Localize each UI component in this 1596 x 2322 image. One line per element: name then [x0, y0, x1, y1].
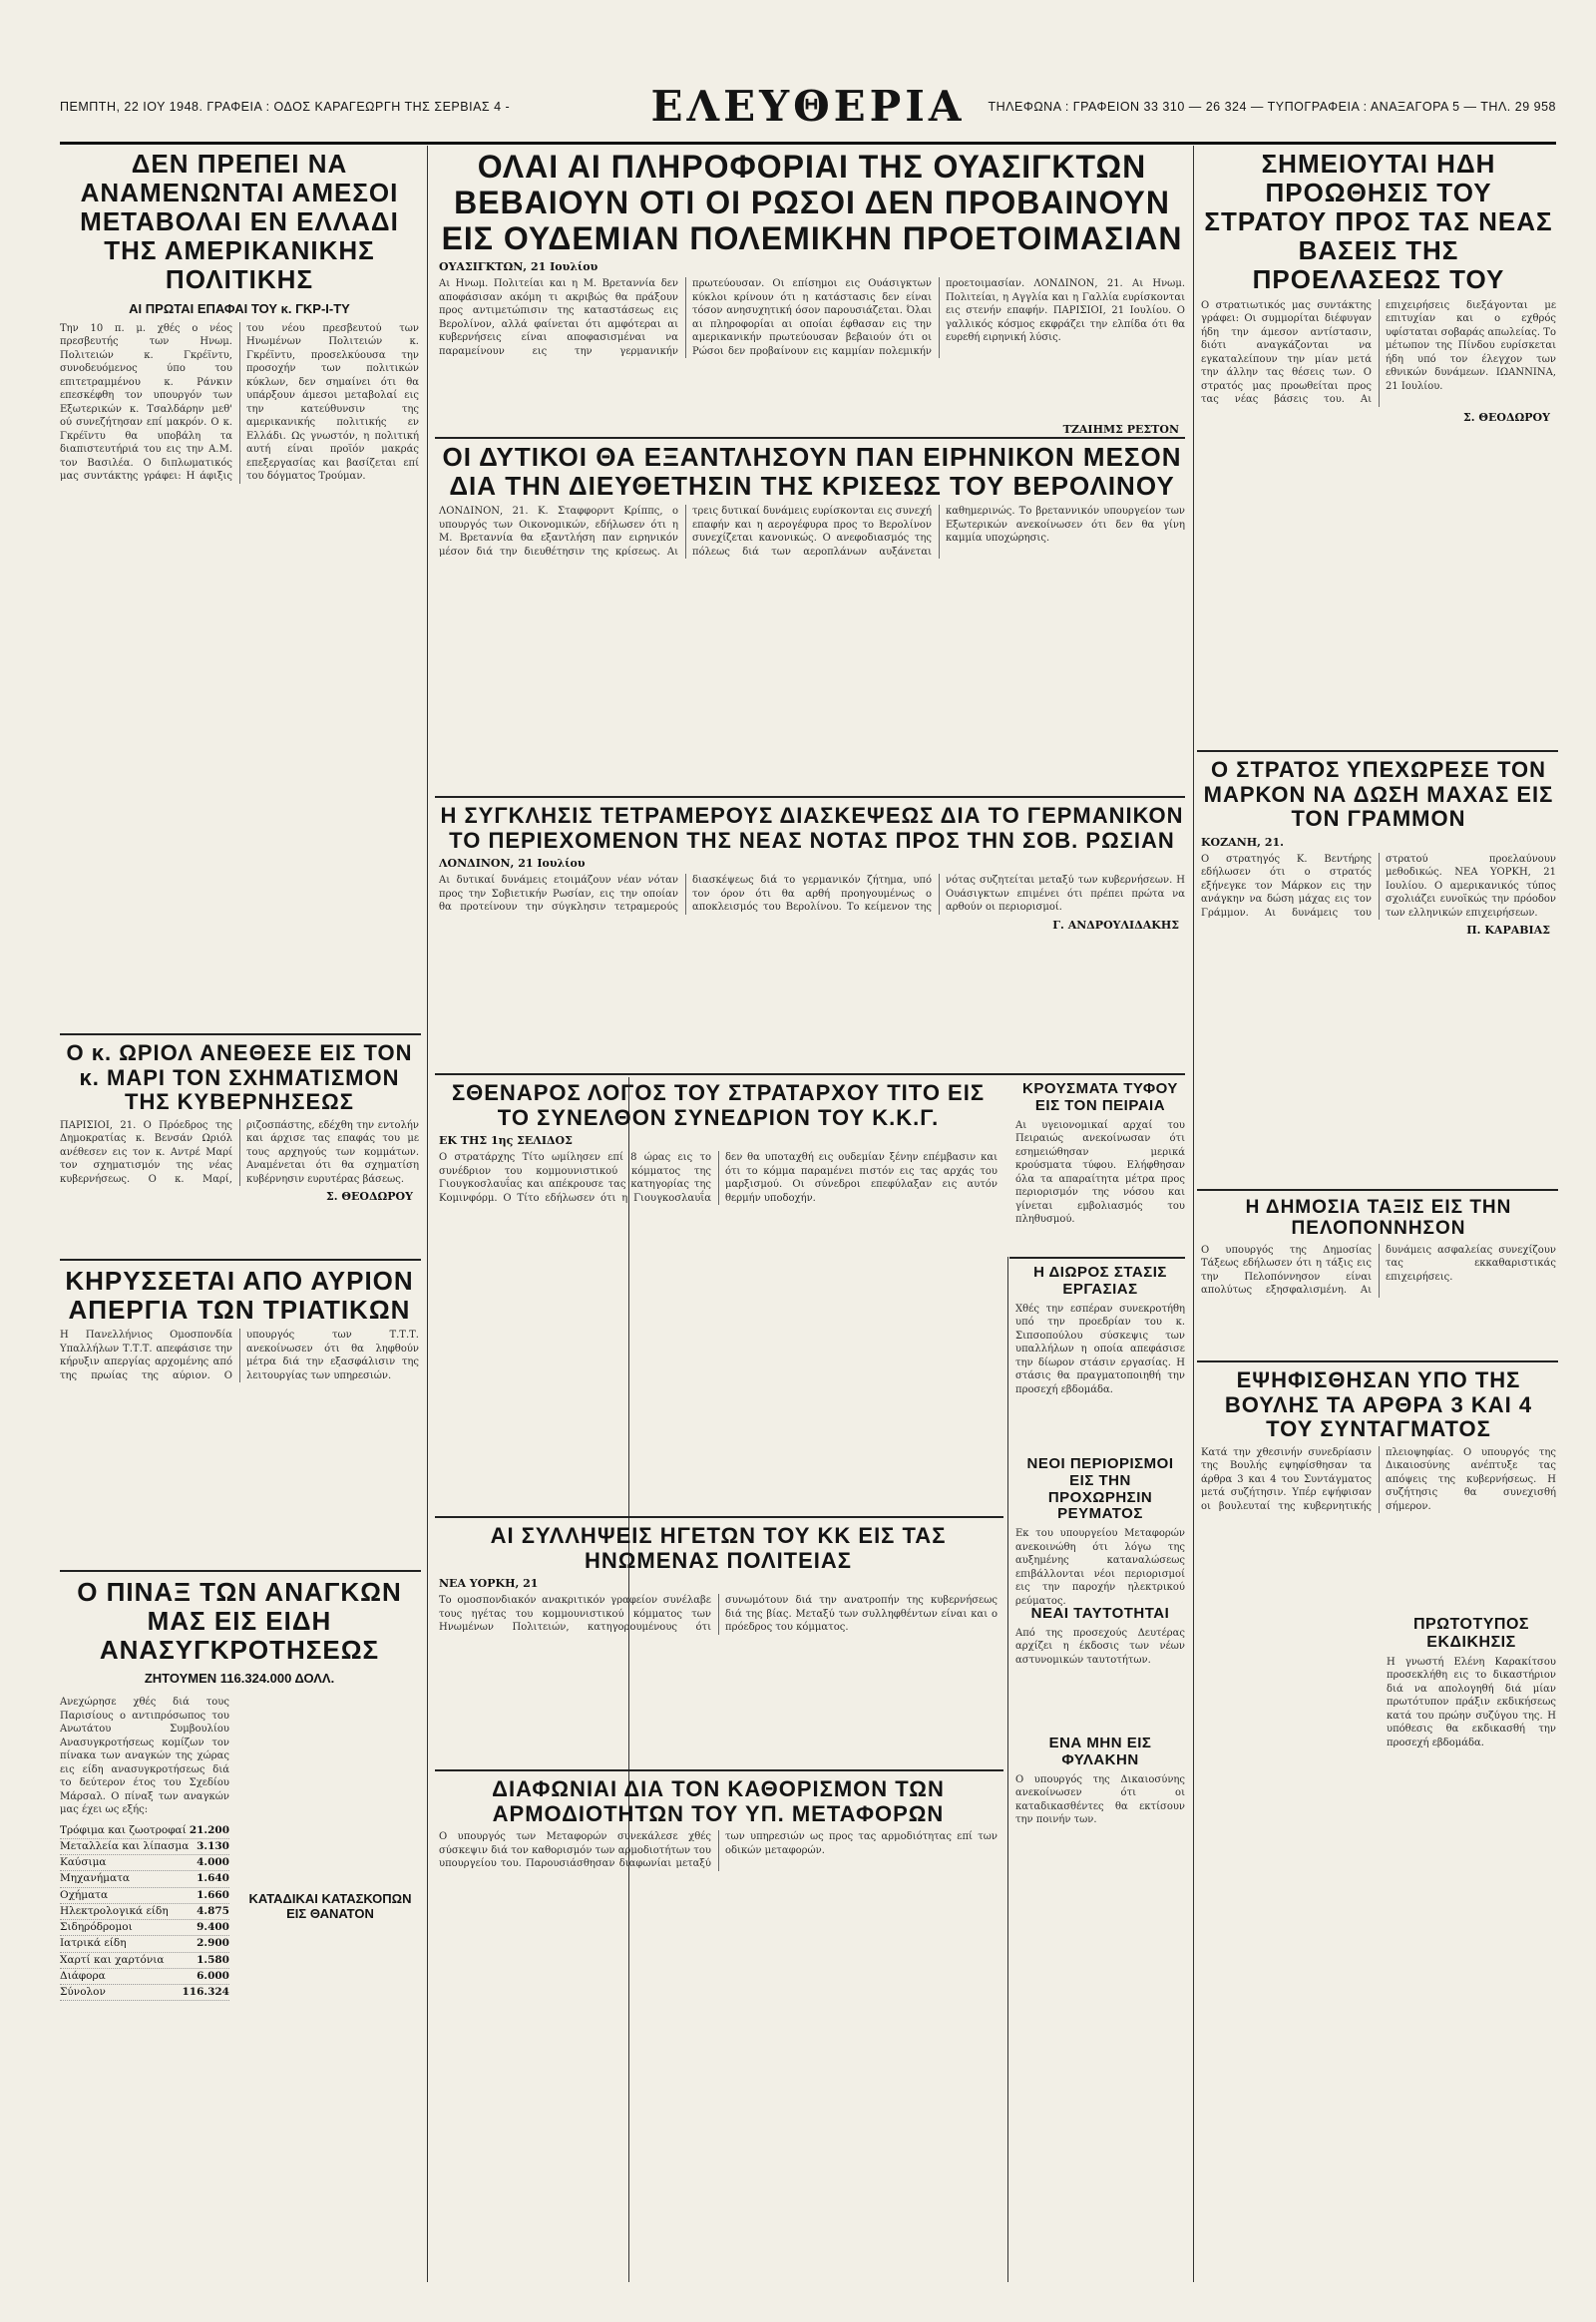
masthead-phones: ΤΗΛΕΦΩΝΑ : ΓΡΑΦΕΙΟΝ 33 310 — 26 324 — ΤΥΠΟΓΡΑΦΕΙΑ : ΑΝΑΞΑΓΟΡΑ 5 — ΤΗΛ. 29 958	[988, 100, 1556, 114]
needs-amount: 21.200	[189, 1823, 229, 1836]
article-headline: Ο ΠΙΝΑΞ ΤΩΝ ΑΝΑΓΚΩΝ ΜΑΣ ΕΙΣ ΕΙΔΗ ΑΝΑΣΥΓΚΡΟΤΗΣΕΩΣ	[77, 1577, 402, 1666]
article-typhoid	[1015, 1081, 1185, 1251]
needs-amount: 3.130	[197, 1840, 229, 1853]
article-headline: ΝΕΟΙ ΠΕΡΙΟΡΙΣΜΟΙ ΕΙΣ ΤΗΝ ΠΡΟΧΩΡΗΣΙΝ ΡΕΥΜΑΤΟΣ	[1026, 1455, 1174, 1523]
article-headline: Η ΣΥΓΚΛΗΣΙΣ ΤΕΤΡΑΜΕΡΟΥΣ ΔΙΑΣΚΕΨΕΩΣ ΔΙΑ ΤΟ ΓΕΡΜΑΝΙΚΟΝ ΤΟ ΠΕΡΙΕΧΟΜΕΝΟΝ ΤΗΣ ΝΕΑΣ ΝΟΤΑΣ ΠΡΟΣ ΤΗΝ ΣΟΒ. ΡΩΣΙΑΝ	[440, 803, 1184, 853]
article-headline: ΣΗΜΕΙΟΥΤΑΙ ΗΔΗ ΠΡΟΩΘΗΣΙΣ ΤΟΥ ΣΤΡΑΤΟΥ ΠΡΟΣ ΤΑΣ ΝΕΑΣ ΒΑΣΕΙΣ ΤΗΣ ΠΡΟΕΛΑΣΕΩΣ ΤΟΥ	[1204, 149, 1553, 295]
article-headline: Η ΔΙΩΡΟΣ ΣΤΑΣΙΣ ΕΡΓΑΣΙΑΣ	[1033, 1264, 1167, 1298]
article-identity	[1015, 1606, 1185, 1726]
article-headline: ΝΕΑΙ ΤΑΥΤΟΤΗΤΑΙ	[1030, 1605, 1170, 1622]
article-us-policy	[60, 150, 419, 1027]
needs-table-row	[60, 1823, 229, 1839]
article-mari	[60, 1041, 419, 1255]
article-jail	[1015, 1736, 1185, 1875]
article-body: Την 10 π. μ. χθές ο νέος πρεσβευτής των Ηνωμ. Πολιτειών κ. Γκρέϊντυ, συνοδευόμενος ύπο του επιτετραμμένου κ. Ράνκιν επεσκέφθη τον υπουργόν των Εξωτερικών κ. Τσαλδάρην μεθ' ού συνεζήτησαν επί μακρόν. Ο κ. Γκρέϊντυ θα υποβάλη τα διαπιστευτήριά του εις την Α.Μ. τον Βασιλέα. Ο διπλωματικός μας συντάκτης γράφει: Η άφιξις του νέου πρεσβευτού των Ηνωμένων Πολιτειών κ. Γκρέϊντυ, προσελκύουσα την προσοχήν των πολιτικών κύκλων, δεν σημαίνει ότι θα υπάρξουν άμεσοι μεταβολαί εις την κατεύθυνσιν της αμερικανικής πολιτικής εν Ελλάδι. Ως γνωστόν, η πολιτική αυτή είναι προϊόν μακράς επεξεργασίας και βασίζεται επί του δόγματος Τρούμαν.	[60, 322, 419, 483]
needs-amount: 1.640	[197, 1872, 229, 1885]
article-body: Χθές την εσπέραν συνεκροτήθη υπό την προεδρίαν του κ. Σιπσοπούλου σύσκεψις των υπαλλήλων η οποία απεφάσισε την δίωρον στάσιν εργασίας. Η στάσις θα πραγματοποιηθή την προσεχή εβδομάδα.	[1015, 1303, 1185, 1395]
article-berlin	[439, 443, 1185, 792]
needs-item: Μεταλλεία και λίπασμα	[60, 1840, 190, 1853]
article-body: ΛΟΝΔΙΝΟΝ, 21. Κ. Σταφφορντ Κρίππς, ο υπουργός των Οικονομικών, εδήλωσεν ότι η Μ. Βρεταννία θα εξαντλήση παν ειρηνικόν μέσον διά την διευθέτησιν της κρίσεως. Αι τρεις δυτικαί δυνάμεις ευρίσκονται εις συνεχή επαφήν και η αερογέφυρα προς το Βερολίνον συνεχίζεται κανονικώς. Ο ανεφοδιασμός της πόλεως διά των αεροπλάνων αυξάνεται καθημερινώς. Το βρεταννικόν υπουργείον των Εξωτερικών ανεκοίνωσεν ότι δεν θα γίνη καμμία υποχώρησις.	[439, 506, 1185, 558]
article-revenge	[1387, 1616, 1556, 2274]
article-transport	[439, 1777, 998, 2276]
article-army-advance	[1201, 150, 1556, 748]
article-headline: Ο ΣΤΡΑΤΟΣ ΥΠΕΧΩΡΕΣΕ ΤΟΝ ΜΑΡΚΟΝ ΝΑ ΔΩΣΗ ΜΑΧΑΣ ΕΙΣ ΤΟΝ ΓΡΑΜΜΟΝ	[1203, 757, 1554, 832]
article-peloponnese	[1201, 1197, 1556, 1356]
article-headline: ΣΘΕΝΑΡΟΣ ΛΟΓΟΣ ΤΟΥ ΣΤΡΑΤΑΡΧΟΥ ΤΙΤΟ ΕΙΣ ΤΟ ΣΥΝΕΛΘΟΝ ΣΥΝΕΔΡΙΟΝ ΤΟΥ Κ.Κ.Γ.	[451, 1080, 986, 1130]
needs-table-row	[60, 1904, 229, 1920]
needs-amount: 2.900	[197, 1937, 229, 1950]
section-rule	[60, 1033, 421, 1035]
needs-amount: 1.660	[197, 1888, 229, 1901]
needs-item: Μηχανήματα	[60, 1872, 130, 1885]
article-body: Αι υγειονομικαί αρχαί του Πειραιώς ανεκοίνωσαν ότι εσημειώθησαν μερικά κρούσματα τύφου. Ελήφθησαν όλα τα απαραίτητα μέτρα προς περιορισμόν της νόσου και γίνεται εμβολιασμός του πληθυσμού.	[1015, 1119, 1185, 1226]
needs-amount: 1.580	[197, 1953, 229, 1966]
article-body: Κατά την χθεσινήν συνεδρίασιν της Βουλής εψηφίσθησαν τα άρθρα 3 και 4 του Συντάγματος μετά συζήτησιν. Υπέρ εψήφισαν οι βουλευταί της κυβερνητικής πλειοψηφίας. Ο υπουργός της Δικαιοσύνης ανέπτυξε τας απόψεις της κυβερνήσεως. Η συζήτησις θα συνεχισθή σήμερον.	[1201, 1446, 1556, 1512]
column-divider	[427, 146, 428, 2282]
needs-table-row	[60, 1985, 229, 2001]
article-tito	[439, 1081, 998, 1510]
article-headline: ΟΙ ΔΥΤΙΚΟΙ ΘΑ ΕΞΑΝΤΛΗΣΟΥΝ ΠΑΝ ΕΙΡΗΝΙΚΟΝ ΜΕΣΟΝ ΔΙΑ ΤΗΝ ΔΙΕΥΘΕΤΗΣΙΝ ΤΗΣ ΚΡΙΣΕΩΣ ΤΟΥ ΒΕΡΟΛΙΝΟΥ	[442, 442, 1182, 502]
needs-item: Καύσιμα	[60, 1856, 107, 1869]
needs-table-row	[60, 1953, 229, 1969]
needs-table-row	[60, 1871, 229, 1887]
article-body: Ο υπουργός της Δημοσίας Τάξεως εδήλωσεν ότι η τάξις εις την Πελοπόννησον είναι απολύτως εξησφαλισμένη. Αι δυνάμεις ασφαλείας συνεχίζουν τας εκκαθαριστικάς επιχειρήσεις.	[1201, 1244, 1556, 1297]
section-rule	[435, 1073, 1185, 1075]
section-rule	[1197, 1189, 1558, 1191]
needs-table-row	[60, 1920, 229, 1936]
needs-item: Σύνολον	[60, 1986, 106, 1999]
article-headline: ΠΡΩΤΟΤΥΠΟΣ ΕΚΔΙΚΗΣΙΣ	[1412, 1616, 1530, 1651]
article-body: Ανεχώρησε χθές διά τους Παρισίους ο αντιπρόσωπος του Ανωτάτου Συμβουλίου Ανασυγκροτήσεως κομίζων τον πίνακα των αναγκών της χώρας εις είδη ανασυγκροτήσεως διά το δεύτερον έτος του Σχεδίου Μάρσαλ. Ο πίναξ των αναγκών μας έχει ως εξής:	[60, 1697, 229, 1816]
section-rule	[435, 437, 1185, 439]
article-ussr-note	[439, 804, 1185, 1073]
needs-amount: 9.400	[197, 1921, 229, 1934]
column-divider	[1193, 146, 1194, 2282]
article-dateline: ΟΥΑΣΙΓΚΤΩΝ, 21 Ιουλίου	[439, 260, 598, 274]
article-washington	[439, 150, 1185, 419]
article-body: Ο στρατηγός Κ. Βεντήρης εδήλωσεν ότι ο στρατός εξήνεγκε τον Μάρκον εις την ανάγκην να δώση μάχας εις τον Γράμμον. Αι δυνάμεις του στρατού προελαύνουν μεθοδικώς. ΝΕΑ ΥΟΡΚΗ, 21 Ιουλίου. Ο αμερικανικός τύπος σχολιάζει ευνοϊκώς την πρόοδον των ελληνικών επιχειρήσεων.	[1201, 853, 1556, 919]
needs-item: Ιατρικά είδη	[60, 1937, 127, 1950]
article-subhead: ΚΑΤΑΔΙΚΑΙ ΚΑΤΑΣΚΟΠΩΝ ΕΙΣ ΘΑΝΑΤΟΝ	[248, 1891, 412, 1922]
section-rule	[435, 1769, 1003, 1771]
washington-byline-row	[439, 419, 1185, 435]
needs-item: Διάφορα	[60, 1969, 106, 1982]
article-arrests	[439, 1524, 998, 1763]
article-needs	[60, 1578, 419, 2276]
needs-table-row	[60, 1936, 229, 1952]
newspaper-title: ΕΛΕΥΘΕΡΙΑ	[650, 82, 966, 131]
article-strike-day	[1015, 1265, 1185, 1444]
article-mark	[1201, 758, 1556, 1187]
needs-item: Σιδηρόδρομοι	[60, 1921, 133, 1934]
article-byline: Γ. ΑΝΔΡΟΥΛΙΔΑΚΗΣ	[1052, 918, 1179, 932]
needs-amount: 4.000	[197, 1856, 229, 1869]
article-headline: Ο κ. ΩΡΙΟΛ ΑΝΕΘΕΣΕ ΕΙΣ ΤΟΝ κ. ΜΑΡΙ ΤΟΝ ΣΧΗΜΑΤΙΣΜΟΝ ΤΗΣ ΚΥΒΕΡΝΗΣΕΩΣ	[66, 1040, 413, 1115]
article-byline: Σ. ΘΕΟΔΩΡΟΥ	[1462, 410, 1550, 424]
article-body: Εκ του υπουργείου Μεταφορών ανεκοινώθη ότι λόγω της αυξημένης καταναλώσεως επιβάλλονται νέοι περιορισμοί εις την παροχήν ηλεκτρικού ρεύματος.	[1015, 1528, 1185, 1607]
article-body: Η γνωστή Ελένη Καρακίτσου προσεκλήθη εις το δικαστήριον διά να απολογηθή διά μίαν πρωτότυπον πράξιν εκδικήσεως κατά του πρώην συζύγου της. Η υπόθεσις θα εκδικασθή την προσεχή εβδομάδα.	[1387, 1656, 1556, 1748]
article-body: Ο στρατάρχης Τίτο ωμίλησεν επί 8 ώρας εις το συνέδριον του κομμουνιστικού κόμματος της Γιουγκοσλαυΐας και απέκρουσε τας κατηγορίας της Κομινφόρμ. Ο Τίτο εδήλωσεν ότι η Γιουγκοσλαυΐα δεν θα υποταχθή εις ουδεμίαν ξένην επέμβασιν και ότι το κόμμα παραμένει πιστόν εις τας αρχάς του μαρξισμού. Οι σύνεδροι επεφύλαξαν εις αυτόν θερμήν υποδοχήν.	[439, 1152, 998, 1204]
section-rule	[60, 1259, 421, 1261]
article-subhead: ΑΙ ΠΡΩΤΑΙ ΕΠΑΦΑΙ ΤΟΥ κ. ΓΚΡ-Ι-ΤΥ	[129, 300, 350, 316]
article-byline: Σ. ΘΕΟΔΩΡΟΥ	[325, 1190, 413, 1204]
article-dateline: ΕΚ ΤΗΣ 1ης ΣΕΛΙΔΟΣ	[439, 1134, 573, 1148]
article-headline: ΚΗΡΥΣΣΕΤΑΙ ΑΠΟ ΑΥΡΙΟΝ ΑΠΕΡΓΙΑ ΤΩΝ ΤΡΙΑΤΙΚΩΝ	[65, 1266, 414, 1326]
needs-table-row	[60, 1839, 229, 1855]
needs-table	[60, 1823, 229, 2001]
section-rule	[1197, 750, 1558, 752]
needs-table-row	[60, 1888, 229, 1904]
article-headline: ΕΨΗΦΙΣΘΗΣΑΝ ΥΠΟ ΤΗΣ ΒΟΥΛΗΣ ΤΑ ΑΡΘΡΑ 3 ΚΑΙ 4 ΤΟΥ ΣΥΝΤΑΓΜΑΤΟΣ	[1224, 1367, 1533, 1442]
article-byline: Π. ΚΑΡΑΒΙΑΣ	[1466, 924, 1550, 938]
article-body: ΠΑΡΙΣΙΟΙ, 21. Ο Πρόεδρος της Δημοκρατίας κ. Βενσάν Ωριόλ ανέθεσεν εις τον κ. Αντρέ Μαρί τον σχηματισμόν της νέας κυβερνήσεως. Ο κ. Μαρί, ριζοσπάστης, εδέχθη την εντολήν και άρχισε τας επαφάς του με τους αρχηγούς των κομμάτων. Αναμένεται ότι θα σχηματίση κυβέρνησιν ευρυτέρας βάσεως.	[60, 1119, 419, 1185]
section-rule	[435, 796, 1185, 798]
needs-item: Τρόφιμα και ζωοτροφαί	[60, 1823, 187, 1836]
section-rule	[1009, 1257, 1185, 1259]
needs-item: Οχήματα	[60, 1888, 109, 1901]
article-body: Το ομοσπονδιακόν ανακριτικόν γραφείον συνέλαβε τους ηγέτας του κομμουνιστικού κόμματος των Ηνωμένων Πολιτειών, κατηγορουμένους ότι συνωμότουν διά την ανατροπήν της κυβερνήσεως διά της βίας. Μεταξύ των συλληφθέντων είναι και ο πρόεδρος του κόμματος.	[439, 1595, 998, 1634]
article-headline: ΔΙΑΦΩΝΙΑΙ ΔΙΑ ΤΟΝ ΚΑΘΟΡΙΣΜΟΝ ΤΩΝ ΑΡΜΟΔΙΟΤΗΤΩΝ ΤΟΥ ΥΠ. ΜΕΤΑΦΟΡΩΝ	[492, 1776, 945, 1826]
section-rule	[1197, 1360, 1558, 1362]
article-headline: ΔΕΝ ΠΡΕΠΕΙ ΝΑ ΑΝΑΜΕΝΩΝΤΑΙ ΑΜΕΣΟΙ ΜΕΤΑΒΟΛΑΙ ΕΝ ΕΛΛΑΔΙ ΤΗΣ ΑΜΕΡΙΚΑΝΙΚΗΣ ΠΟΛΙΤΙΚΗΣ	[80, 149, 399, 295]
article-dateline: ΚΟΖΑΝΗ, 21.	[1201, 835, 1284, 849]
masthead	[60, 82, 1556, 145]
article-headline: ΟΛΑΙ ΑΙ ΠΛΗΡΟΦΟΡΙΑΙ ΤΗΣ ΟΥΑΣΙΓΚΤΩΝ ΒΕΒΑΙΟΥΝ ΟΤΙ ΟΙ ΡΩΣΟΙ ΔΕΝ ΠΡΟΒΑΙΝΟΥΝ ΕΙΣ ΟΥΔΕΜΙΑΝ ΠΟΛΕΜΙΚΗΝ ΠΡΟΕΤΟΙΜΑΣΙΑΝ	[441, 149, 1183, 256]
article-byline: ΤΖΑΙΗΜΣ ΡΕΣΤΟΝ	[1062, 423, 1179, 436]
article-body: Ο υπουργός της Δικαιοσύνης ανεκοίνωσεν ότι οι καταδικασθέντες θα εκτίσουν την ποινήν των.	[1015, 1773, 1185, 1826]
article-body: Αι δυτικαί δυνάμεις ετοιμάζουν νέαν νόταν προς την Σοβιετικήν Ρωσίαν, εις την οποίαν θα προτείνουν την σύγκλησιν τετραμερούς διασκέψεως διά το γερμανικόν ζήτημα, υπό τον όρον ότι θα αρθή προηγουμένως ο αποκλεισμός του Βερολίνου. Το κείμενον της νότας συζητείται μεταξύ των κυβερνήσεων. Η Ουάσιγκτων επιμένει ότι πρέπει πρώτα να αρθούν οι περιορισμοί.	[439, 875, 1185, 914]
needs-item: Ηλεκτρολογικά είδη	[60, 1904, 169, 1917]
article-strike	[60, 1267, 419, 1566]
masthead-date-address: ΠΕΜΠΤΗ, 22 ΙΟΥ 1948. ΓΡΑΦΕΙΑ : ΟΔΟΣ ΚΑΡΑΓΕΩΡΓΗ ΤΗΣ ΣΕΡΒΙΑΣ 4 -	[60, 100, 511, 114]
needs-item: Χαρτί και χαρτόνια	[60, 1953, 165, 1966]
section-rule	[60, 1570, 421, 1572]
article-body: Η Πανελλήνιος Ομοσπονδία Υπαλλήλων Τ.Τ.Τ. απεφάσισε την κήρυξιν απεργίας αρχομένης από της πρωίας της αύριον. Ο υπουργός των Τ.Τ.Τ. ανεκοίνωσεν ότι θα ληφθούν μέτρα διά την εξασφάλισιν της λειτουργίας των υπηρεσιών.	[60, 1330, 419, 1381]
article-headline: Η ΔΗΜΟΣΙΑ ΤΑΞΙΣ ΕΙΣ ΤΗΝ ΠΕΛΟΠΟΝΝΗΣΟΝ	[1245, 1197, 1512, 1240]
article-headline: ΑΙ ΣΥΛΛΗΨΕΙΣ ΗΓΕΤΩΝ ΤΟΥ ΚΚ ΕΙΣ ΤΑΣ ΗΝΩΜΕΝΑΣ ΠΟΛΙΤΕΙΑΣ	[490, 1523, 947, 1573]
needs-amount: 4.875	[197, 1904, 229, 1917]
article-headline: ΚΡΟΥΣΜΑΤΑ ΤΥΦΟΥ ΕΙΣ ΤΟΝ ΠΕΙΡΑΙΑ	[1022, 1080, 1178, 1114]
needs-amount: 6.000	[197, 1969, 229, 1982]
article-body: Ο υπουργός των Μεταφορών συνεκάλεσε χθές σύσκεψιν διά τον καθορισμόν των αρμοδιοτήτων του υπουργείου του. Παρουσιάσθησαν διαφωνίαι μεταξύ των υπηρεσιών ως προς τας αρμοδιότητας επί των οδικών μεταφορών.	[439, 1831, 998, 1870]
article-headline: ΕΝΑ ΜΗΝ ΕΙΣ ΦΥΛΑΚΗΝ	[1048, 1735, 1152, 1768]
column-divider	[1007, 1257, 1008, 2282]
section-rule	[435, 1516, 1003, 1518]
article-body: Από της προσεχούς Δευτέρας αρχίζει η έκδοσις των νέων αστυνομικών ταυτοτήτων.	[1015, 1627, 1185, 1666]
article-power-cuts	[1015, 1455, 1185, 1607]
needs-table-row	[60, 1855, 229, 1871]
article-subhead: ΖΗΤΟΥΜΕΝ 116.324.000 ΔΟΛΛ.	[144, 1671, 335, 1687]
article-body: Ο στρατιωτικός μας συντάκτης γράφει: Οι συμμορίται διέφυγαν ήδη την άμεσον αντίστασιν, διότι αναγκάζονται να εγκαταλείπουν την μίαν μετά την άλλην τας θέσεις των. Ο στρατός μας προωθείται προς τας νέας βάσεις του. Αι επιχειρήσεις διεξάγονται με επιτυχίαν και ο εχθρός υφίσταται σοβαράς απωλείας. Το μέτωπον της Πίνδου ευρίσκεται ήδη υπό τον έλεγχον των εθνικών δυνάμεων. ΙΩΑΝΝΙΝΑ, 21 Ιουλίου.	[1201, 299, 1556, 406]
article-body: Αι Ηνωμ. Πολιτείαι και η Μ. Βρεταννία δεν αποφάσισαν ακόμη τι ακριβώς θα πράξουν προς αντιμετώπισιν της καταστάσεως εις Βερολίνον, αλλά φαίνεται ότι αμφότεραι αι κυβερνήσεις είναι αποφασισμέναι να παραμείνουν εις την γερμανικήν πρωτεύουσαν. Οι επίσημοι εις Ουάσιγκτων κύκλοι κρίνουν ότι η κατάστασις δεν είναι τόσον ανησυχητική όσον παρουσιάζεται. Όλαι αι πληροφορίαι αι οποίαι έφθασαν εις την αμερικανικήν πρωτεύουσαν βεβαιούν ότι οι Ρώσοι δεν προβαίνουν εις καμμίαν πολεμικήν προετοιμασίαν. ΛΟΝΔΙΝΟΝ, 21. Αι Ηνωμ. Πολιτείαι, η Αγγλία και η Γαλλία ευρίσκονται εις στενήν επαφήν. ΠΑΡΙΣΙΟΙ, 21 Ιουλίου. Ο γαλλικός κόσμος εκφράζει την ελπίδα ότι θα ευρεθή ειρηνική λύσις.	[439, 278, 1185, 357]
article-dateline: ΝΕΑ ΥΟΡΚΗ, 21	[439, 1577, 539, 1591]
needs-amount: 116.324	[182, 1986, 229, 1999]
article-dateline: ΛΟΝΔΙΝΟΝ, 21 Ιουλίου	[439, 857, 586, 871]
needs-table-row	[60, 1969, 229, 1985]
